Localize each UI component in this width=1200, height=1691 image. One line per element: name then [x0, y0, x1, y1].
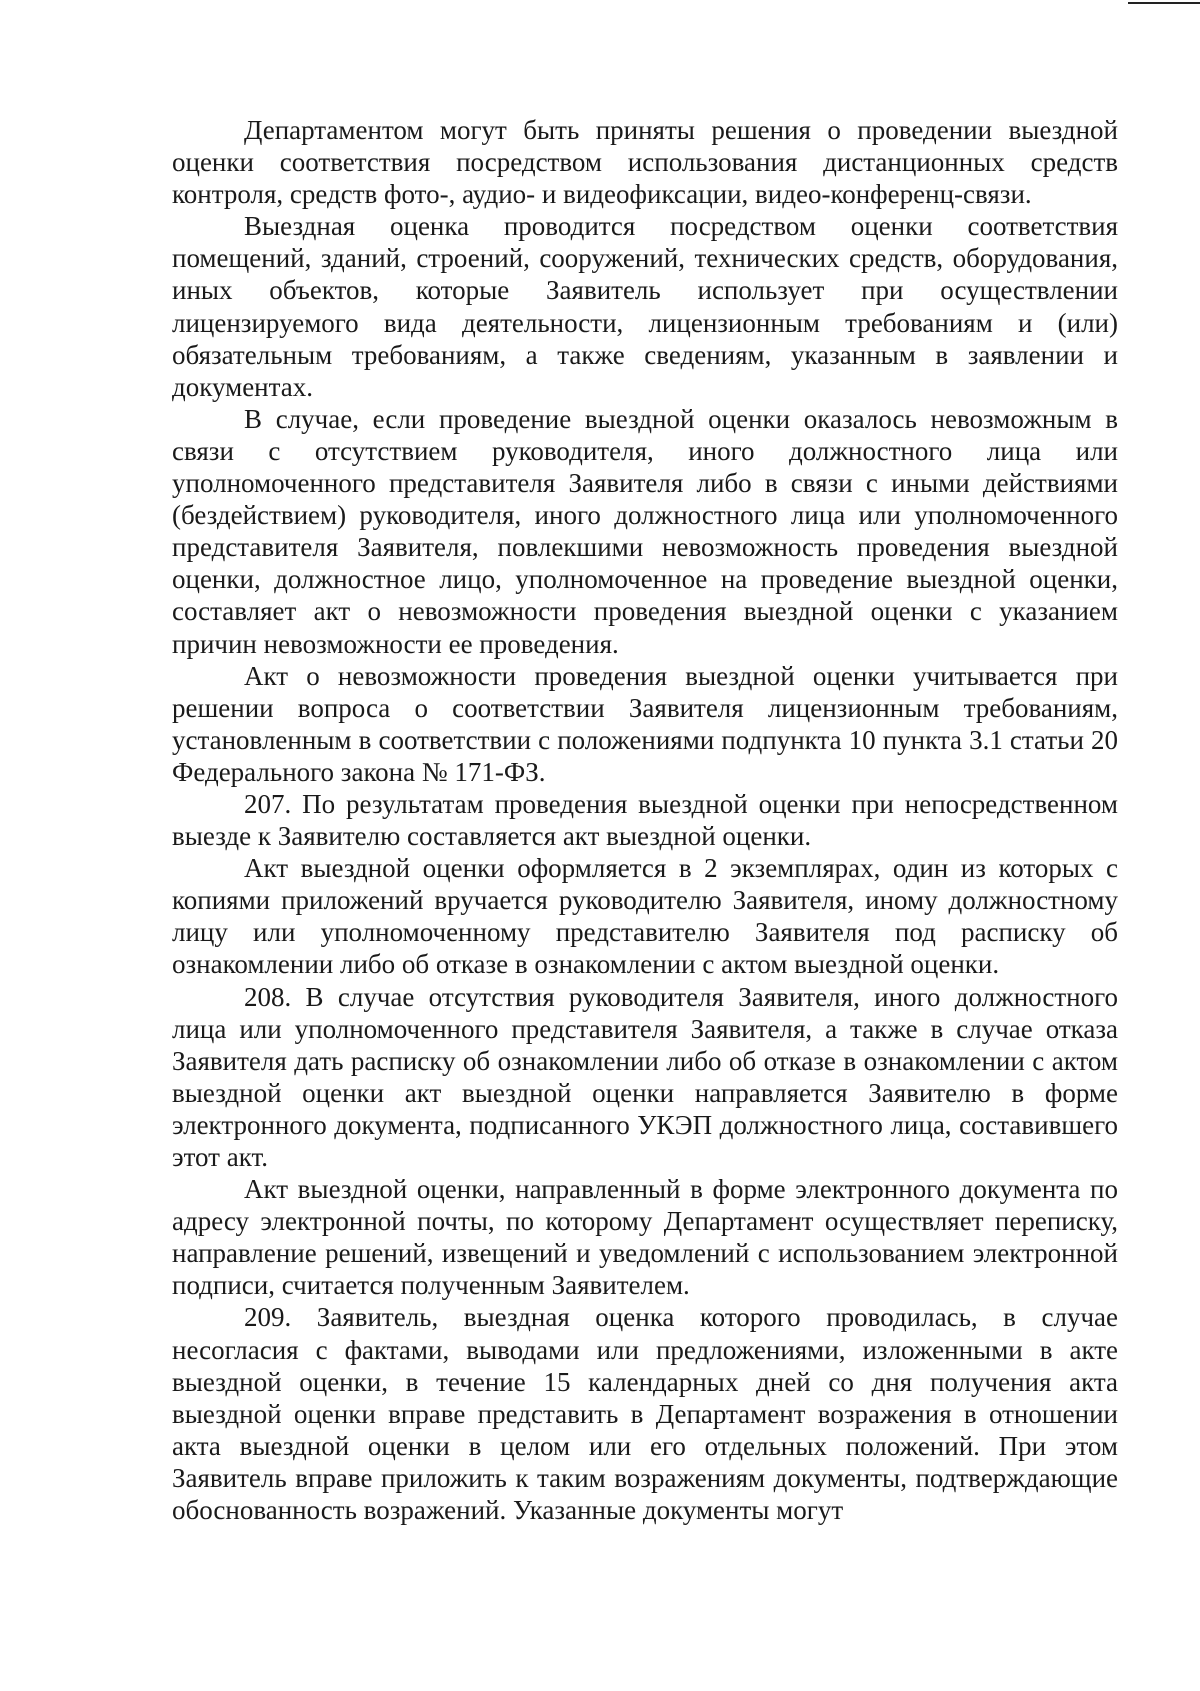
- document-body: [172, 114, 1118, 1526]
- paragraph-209: 209. Заявитель, выездная оценка которого проводилась, в случае несогласия с фактами, выводами или предложениями, изложенными в акте выездной оценки, в течение 15 календарных дней со дня получения акта выездной оценки вправе представить в Департамент возражения в отношении акта выездной оценки в целом или его отдельных положений. При этом Заявитель вправе приложить к таким возражениям документы, подтверждающие обоснованность возражений. Указанные документы могут: [172, 1302, 1118, 1526]
- paragraph-impossibility-act: Акт о невозможности проведения выездной оценки учитывается при решении вопроса о соответствии Заявителя лицензионным требованиям, установленным в соответствии с положениями подпункта 10 пункта 3.1 статьи 20 Федерального закона № 171-ФЗ.: [172, 660, 1118, 787]
- paragraph-act-copies: Акт выездной оценки оформляется в 2 экземплярах, один из которых с копиями приложений вручается руководителю Заявителя, иному должностному лицу или уполномоченному представителю Заявителя под расписку об ознакомлении либо об отказе в ознакомлении с актом выездной оценки.: [172, 853, 1118, 980]
- paragraph-207: 207. По результатам проведения выездной оценки при непосредственном выезде к Заявителю составляется акт выездной оценки.: [172, 788, 1118, 852]
- paragraph-remote-assessment: Департаментом могут быть приняты решения о проведении выездной оценки соответствия посредством использования дистанционных средств контроля, средств фото-, аудио- и видеофиксации, видео-конференц-связи.: [172, 115, 1118, 210]
- scan-edge-mark: [1128, 2, 1200, 4]
- paragraph-assessment-scope: Выездная оценка проводится посредством оценки соответствия помещений, зданий, строений, сооружений, технических средств, оборудования, иных объектов, которые Заявитель использует при осуществлении лицензируемого вида деятельности, лицензионным требованиям и (или) обязательным требованиям, а также сведениям, указанным в заявлении и документах.: [172, 211, 1118, 402]
- paragraph-electronic-act: Акт выездной оценки, направленный в форме электронного документа по адресу электронной почты, по которому Департамент осуществляет переписку, направление решений, извещений и уведомлений с использованием электронной подписи, считается полученным Заявителем.: [172, 1174, 1118, 1301]
- paragraph-208: 208. В случае отсутствия руководителя Заявителя, иного должностного лица или уполномоченного представителя Заявителя, а также в случае отказа Заявителя дать расписку об ознакомлении либо об отказе в ознакомлении с актом выездной оценки акт выездной оценки направляется Заявителю в форме электронного документа, подписанного УКЭП должностного лица, составившего этот акт.: [172, 981, 1118, 1172]
- paragraph-impossibility: В случае, если проведение выездной оценки оказалось невозможным в связи с отсутствием руководителя, иного должностного лица или уполномоченного представителя Заявителя либо в связи с иными действиями (бездействием) руководителя, иного должностного лица или уполномоченного представителя Заявителя, повлекшими невозможность проведения выездной оценки, должностное лицо, уполномоченное на проведение выездной оценки, составляет акт о невозможности проведения выездной оценки с указанием причин невозможности ее проведения.: [172, 403, 1118, 659]
